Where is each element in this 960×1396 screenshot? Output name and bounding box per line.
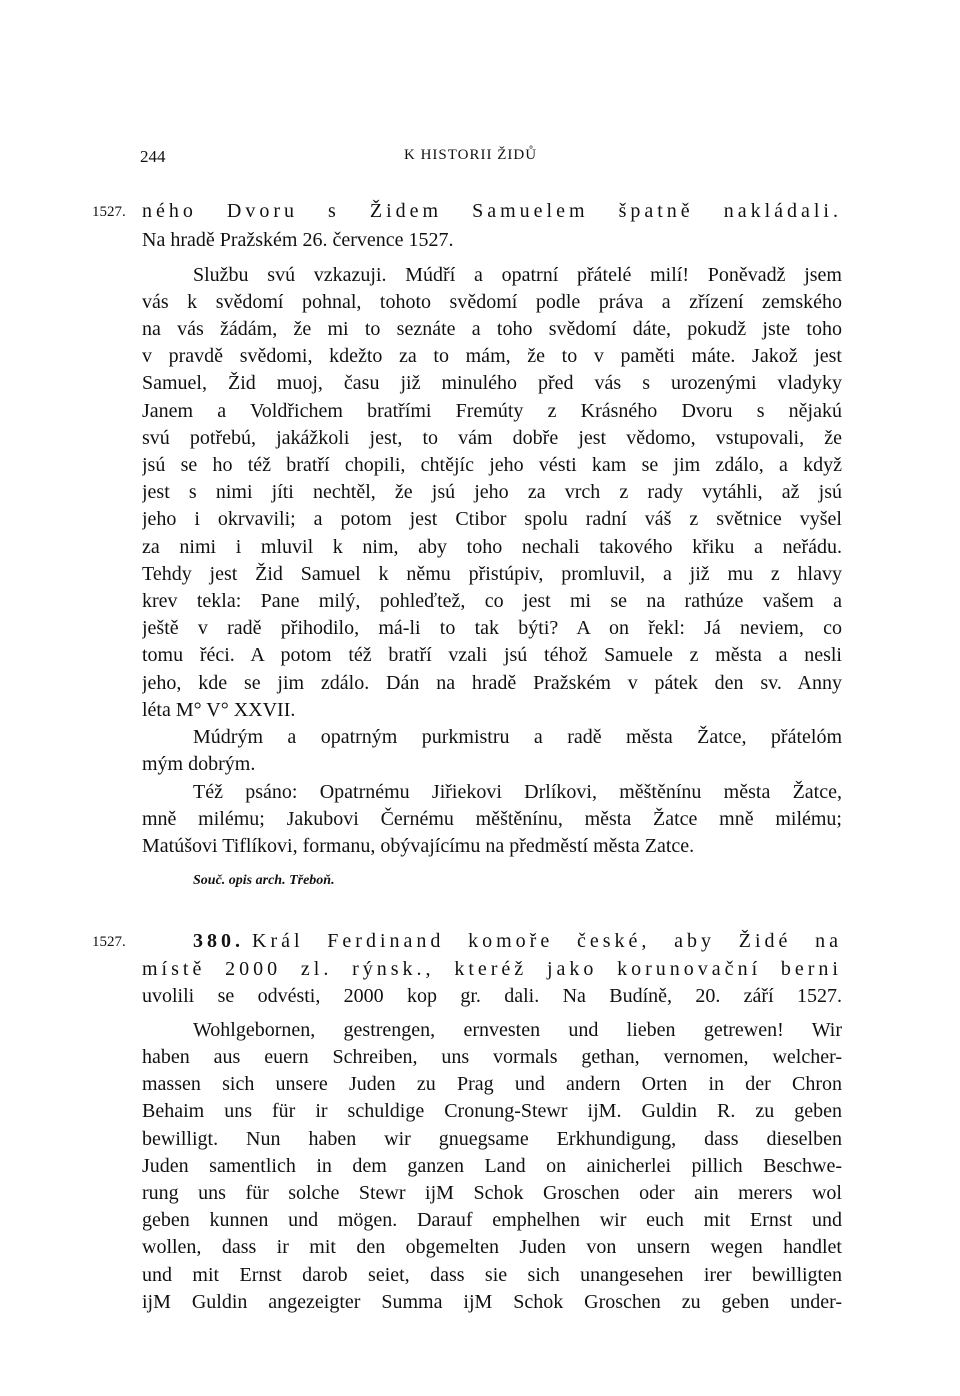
text-line: ijM Guldin angezeigter Summa ijM Schok Groschen zu geben under- [142, 1291, 842, 1313]
text-line: bewilligt. Nun haben wir gnuegsame Erkhundigung, dass dieselben [142, 1128, 842, 1150]
text-line: geben kunnen und mögen. Darauf emphelhen wir euch mit Ernst und [142, 1209, 842, 1231]
text-line: haben aus euern Schreiben, uns vormals gethan, vernomen, welcher- [142, 1046, 842, 1068]
source-note: Souč. opis arch. Třeboň. [193, 873, 335, 888]
text-line: na vás žádám, že mi to seznáte a toho svědomí dáte, pokudž jste toho [142, 318, 842, 340]
text-line: wollen, dass ir mit den obgemelten Juden von unsern wegen handlet [142, 1236, 842, 1258]
text-line: jeho i okrvavili; a potom jest Ctibor spolu radní váš z světnice vyšel [142, 508, 842, 530]
text-line: Janem a Voldřichem bratřími Fremúty z Krásného Dvoru s nějakú [142, 400, 842, 422]
page-number: 244 [140, 147, 166, 166]
text-line: jsú se ho též bratří chopili, chtějíc jeho vésti kam se jim zdálo, a když [142, 454, 842, 476]
text-line: Behaim uns für ir schuldige Cronung-Stewr ijM. Guldin R. zu geben [142, 1100, 842, 1122]
text-line: léta M° V° XXVII. [142, 699, 296, 721]
text-line: jeho, kde se jim zdálo. Dán na hradě Pražském v pátek den sv. Anny [142, 672, 842, 694]
text-line: Na hradě Pražském 26. července 1527. [142, 229, 454, 251]
text-line: rung uns für solche Stewr ijM Schok Groschen oder ain merers wol [142, 1182, 842, 1204]
text-line: Tehdy jest Žid Samuel k němu přistúpiv, promluvil, a již mu z hlavy [142, 563, 842, 585]
text-line: mně milému; Jakubovi Černému měštěnínu, města Žatce mně milému; [142, 808, 842, 830]
text-line: svú potřebú, jakážkoli jest, to vám dobře jest vědomo, vstupovali, že [142, 427, 842, 449]
text-line: Matúšovi Tiflíkovi, formanu, obývajícímu na předměstí města Zatce. [142, 835, 695, 857]
text-line: massen sich unsere Juden zu Prag und andern Orten in der Chron [142, 1073, 842, 1095]
margin-year: 1527. [92, 934, 126, 950]
text-line: vás k svědomí pohnal, tohoto svědomí podle práva a zřízení zemského [142, 291, 842, 313]
text-line: ještě v radě přihodilo, má-li to tak býti? A on řekl: Já neviem, co [142, 617, 842, 639]
text-line: tomu řéci. A potom též bratří vzali jsú téhož Samuele z města a nesli [142, 644, 842, 666]
document-number: 380. [193, 930, 244, 952]
text-line: jest s nimi jíti nechtěl, že jsú jeho za vrch z rady vytáhli, až jsú [142, 481, 842, 503]
text-line: Juden samentlich in dem ganzen Land on ainicherlei pillich Beschwe- [142, 1155, 842, 1177]
text-line: Wohlgebornen, gestrengen, ernvesten und lieben getrewen! Wir [193, 1019, 842, 1041]
text-line: Službu svú vzkazuji. Múdří a opatrní přátelé milí! Poněvadž jsem [193, 264, 842, 286]
text-line: Samuel, Žid muoj, času již minulého před vás s urozenými vladyky [142, 372, 842, 394]
text-line: Též psáno: Opatrnému Jiřiekovi Drlíkovi, měštěnínu města Žatce, [193, 781, 842, 803]
heading-line: uvolili se odvésti, 2000 kop gr. dali. Na Budíně, 20. září 1527. [142, 985, 842, 1007]
heading-line: místě 2000 zl. rýnsk., kteréž jako korunovační berni [142, 958, 842, 980]
running-title: K HISTORII ŽIDŮ [404, 147, 538, 163]
heading-text: Král Ferdinand komoře české, aby Židé na [252, 930, 842, 952]
text-line: und mit Ernst darob seiet, dass sie sich unangesehen irer bewilligten [142, 1264, 842, 1286]
text-line: v pravdě svědomi, kdežto za to mám, že to v paměti máte. Jakož jest [142, 345, 842, 367]
margin-year: 1527. [92, 204, 126, 220]
text-line: za nimi i mluvil k nim, aby toho nechali takového křiku a neřádu. [142, 536, 842, 558]
text-line: krev tekla: Pane milý, pohleďtež, co jest mi se na rathúze vašem a [142, 590, 842, 612]
document-heading [193, 928, 842, 955]
heading-line: ného Dvoru s Židem Samuelem špatně nakládali. [142, 200, 842, 222]
address-line: Múdrým a opatrným purkmistru a radě města Žatce, přátelóm [193, 726, 842, 748]
address-line: mým dobrým. [142, 753, 256, 775]
